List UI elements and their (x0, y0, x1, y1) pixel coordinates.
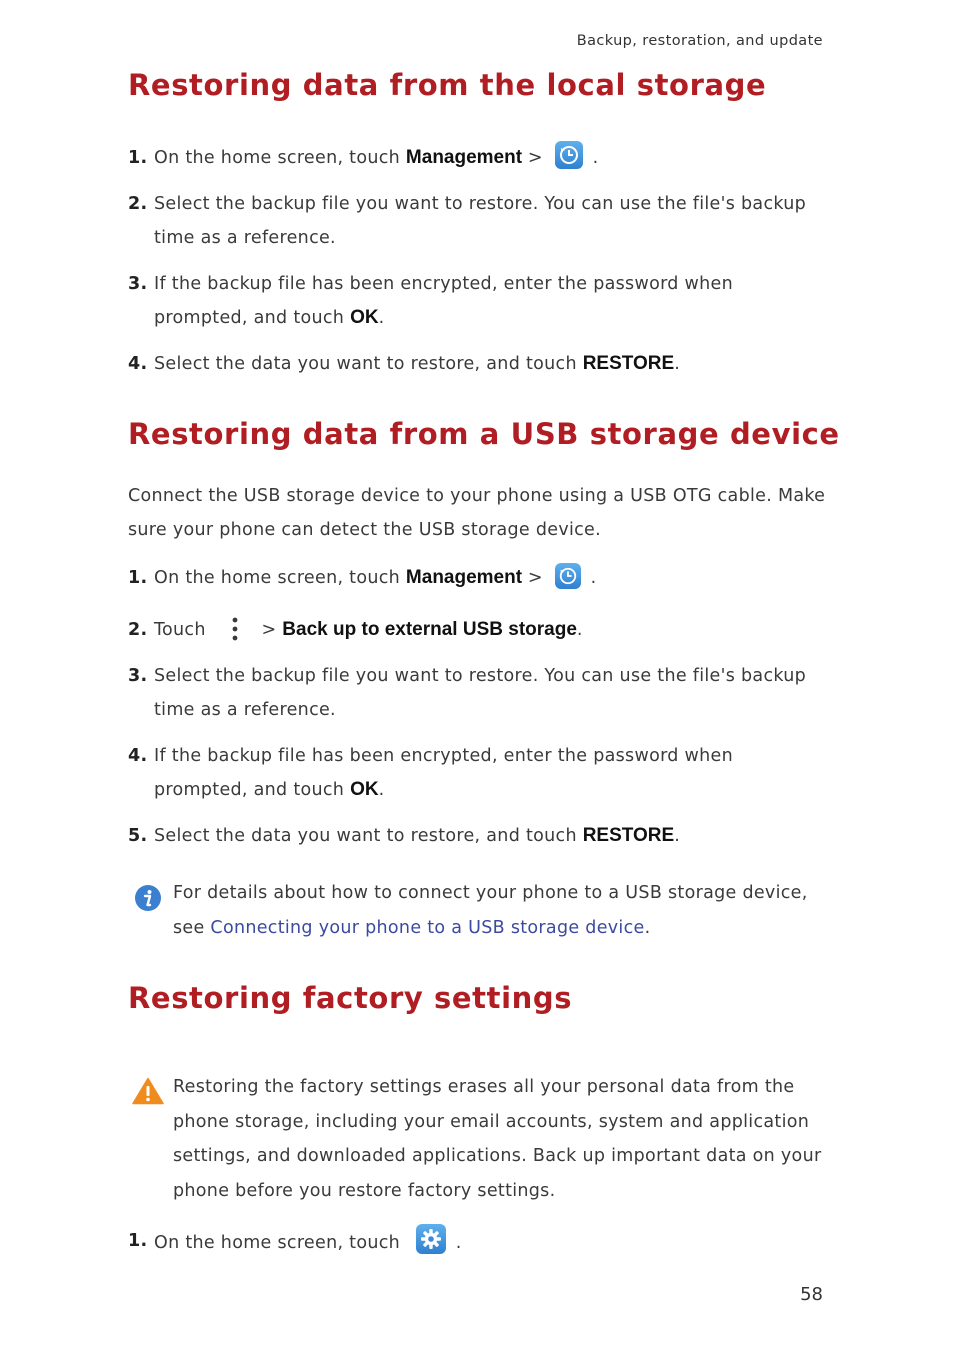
step-number: 2. (128, 194, 148, 214)
note-text: For details about how to connect your phone to a USB storage device, see (173, 883, 808, 938)
local-step-4 (128, 347, 828, 381)
local-step-2 (128, 187, 828, 255)
section-title-factory-settings: Restoring factory settings (128, 981, 573, 1015)
usb-step-2 (128, 613, 828, 647)
usb-step-1 (128, 561, 828, 595)
separator: > (255, 620, 283, 640)
step-text: Select the data you want to restore, and touch (154, 354, 583, 374)
usb-step-3 (128, 659, 828, 727)
section-title-usb-storage: Restoring data from a USB storage device (128, 417, 840, 451)
usb-step-4 (128, 739, 828, 807)
step-text: On the home screen, touch (154, 568, 406, 588)
running-header: Backup, restoration, and update (576, 33, 823, 49)
backup-icon (555, 563, 581, 589)
info-icon (134, 884, 162, 912)
note-end: . (644, 917, 651, 938)
step-number: 1. (128, 148, 148, 168)
step-end: . (586, 148, 599, 168)
usb-step-5 (128, 819, 828, 853)
step-number: 1. (128, 568, 148, 588)
section-title-local-storage: Restoring data from the local storage (128, 68, 767, 102)
step-end: . (584, 568, 597, 588)
separator: > (522, 148, 549, 168)
step-number: 4. (128, 746, 148, 766)
step-end: . (378, 308, 385, 328)
step-text: Touch (154, 620, 212, 640)
management-label: Management (405, 567, 523, 588)
local-step-3 (128, 267, 828, 335)
info-note (173, 876, 833, 945)
restore-label: RESTORE (582, 825, 675, 846)
page-number: 58 (800, 1284, 823, 1305)
backup-icon (555, 141, 583, 169)
step-text: Select the data you want to restore, and touch (154, 826, 583, 846)
step-text: On the home screen, touch (154, 1233, 406, 1253)
step-number: 5. (128, 826, 148, 846)
step-text: On the home screen, touch (154, 148, 406, 168)
step-end: . (576, 620, 583, 640)
management-label: Management (405, 147, 523, 168)
step-text: Select the backup file you want to restore. You can use the file's backup time as a reference. (154, 194, 807, 248)
step-number: 1. (128, 1231, 148, 1251)
step-end: . (674, 354, 681, 374)
step-end: . (378, 780, 385, 800)
step-text: If the backup file has been encrypted, enter the password when prompted, and touch (154, 274, 734, 328)
ok-label: OK (350, 779, 379, 800)
usb-connection-link[interactable]: Connecting your phone to a USB storage device (210, 917, 645, 938)
restore-label: RESTORE (582, 353, 675, 374)
ok-label: OK (350, 307, 379, 328)
step-number: 2. (128, 620, 148, 640)
step-number: 3. (128, 274, 148, 294)
local-step-1 (128, 141, 828, 175)
step-text: If the backup file has been encrypted, enter the password when prompted, and touch (154, 746, 734, 800)
step-text: Select the backup file you want to restore. You can use the file's backup time as a reference. (154, 666, 807, 720)
backup-usb-label: Back up to external USB storage (282, 619, 577, 640)
settings-gear-icon (416, 1224, 446, 1254)
separator: > (522, 568, 549, 588)
warning-note: Restoring the factory settings erases all your personal data from the phone storage, including your email accounts, system and application settings, and downloaded applications. Back up important data on your phone before you restore factory settings. (173, 1077, 822, 1201)
step-end: . (674, 826, 681, 846)
step-end: . (449, 1233, 462, 1253)
step-number: 3. (128, 666, 148, 686)
usb-intro: Connect the USB storage device to your phone using a USB OTG cable. Make sure your phone can detect the USB storage device. (128, 486, 826, 540)
factory-step-1 (128, 1224, 828, 1260)
warning-icon (132, 1077, 164, 1105)
step-number: 4. (128, 354, 148, 374)
more-icon (220, 615, 250, 643)
